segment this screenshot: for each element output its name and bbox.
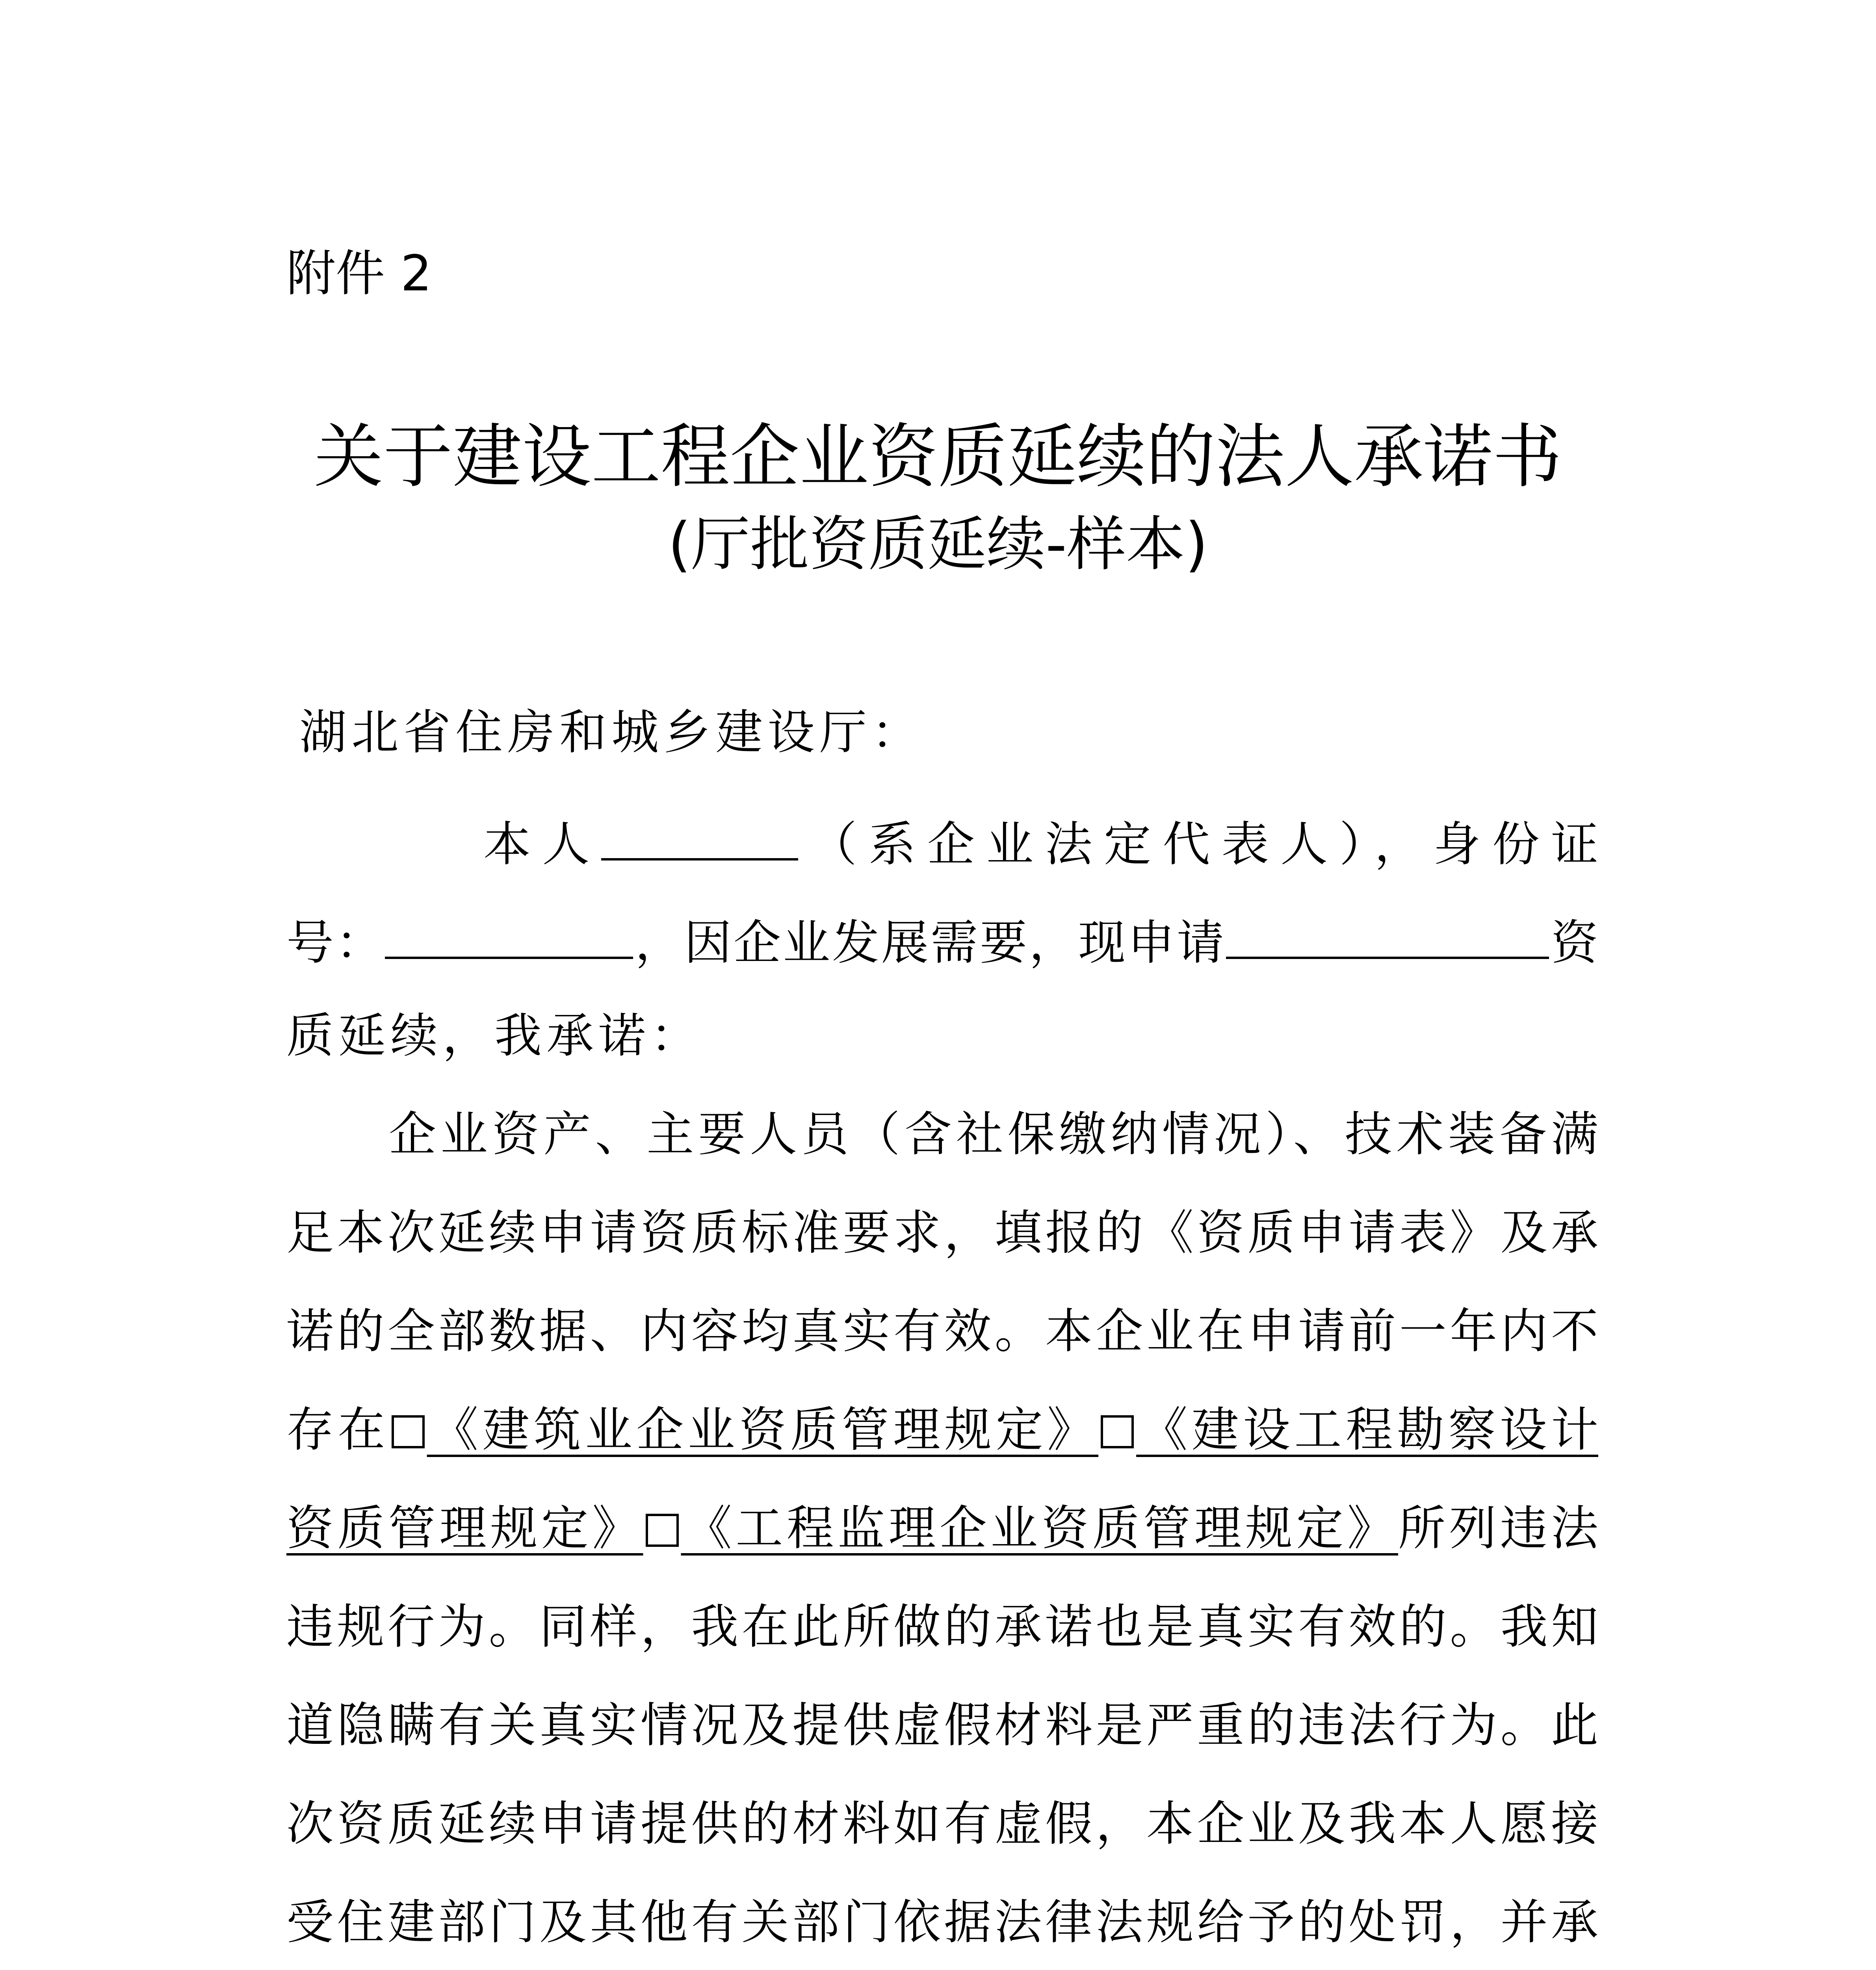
survey-design-regulation-text-part2: 资质管理规定》: [286, 1501, 643, 1556]
paragraph2-line9: 受住建部门及其他有关部门依据法律法规给予的处罚，并承: [286, 1895, 1598, 1950]
intro-self: 本人: [483, 817, 601, 872]
document-subtitle: (厅批资质延续-样本): [668, 510, 1208, 579]
survey-design-regulation-text-part1: 《建设工程勘察设计: [1136, 1403, 1599, 1457]
paragraph2-line6: 违规行为。同样，我在此所做的承诺也是真实有效的。我知: [286, 1600, 1598, 1654]
paragraph1-line1: [483, 808, 1598, 871]
addressee: 湖北省住房和城乡建设厅：: [299, 705, 923, 760]
checkbox-supervision-regulation[interactable]: [646, 1514, 679, 1547]
name-blank[interactable]: [601, 808, 798, 860]
checkbox-survey-design-regulation[interactable]: [1101, 1415, 1134, 1448]
qual-text: 资: [1549, 916, 1598, 970]
checkbox-construction-regulation[interactable]: [392, 1415, 425, 1448]
violation-text: 所列违法: [1398, 1501, 1599, 1556]
apply-text: ，因企业发展需要，现申请: [633, 916, 1226, 970]
document-title: 关于建设工程企业资质延续的法人承诺书: [314, 416, 1562, 497]
supervision-regulation-text: 《工程监理企业资质管理规定》: [681, 1501, 1398, 1556]
attachment-label: 附件 2: [286, 245, 432, 302]
intro-role: （系企业法定代表人），身份证: [798, 817, 1598, 872]
paragraph2-line1: 企业资产、主要人员（含社保缴纳情况）、技术装备满: [389, 1107, 1598, 1162]
id-number-blank[interactable]: [385, 906, 633, 959]
paragraph2-line5: [286, 1497, 1598, 1560]
construction-regulation-text: 《建筑业企业资质管理规定》: [427, 1403, 1099, 1457]
paragraph1-line2: [286, 906, 1598, 969]
qualification-blank[interactable]: [1226, 906, 1549, 959]
paragraph2-line3: 诺的全部数据、内容均真实有效。本企业在申请前一年内不: [286, 1304, 1598, 1359]
paragraph2-line7: 道隐瞒有关真实情况及提供虚假材料是严重的违法行为。此: [286, 1698, 1598, 1753]
id-label: 号：: [286, 916, 385, 970]
paragraph2-line4: [286, 1399, 1598, 1462]
exist-text: 存在: [286, 1403, 389, 1457]
paragraph1-line3: 质延续，我承诺：: [286, 1009, 702, 1063]
paragraph2-line8: 次资质延续申请提供的材料如有虚假，本企业及我本人愿接: [286, 1797, 1598, 1851]
paragraph2-line2: 足本次延续申请资质标准要求，填报的《资质申请表》及承: [286, 1206, 1598, 1260]
